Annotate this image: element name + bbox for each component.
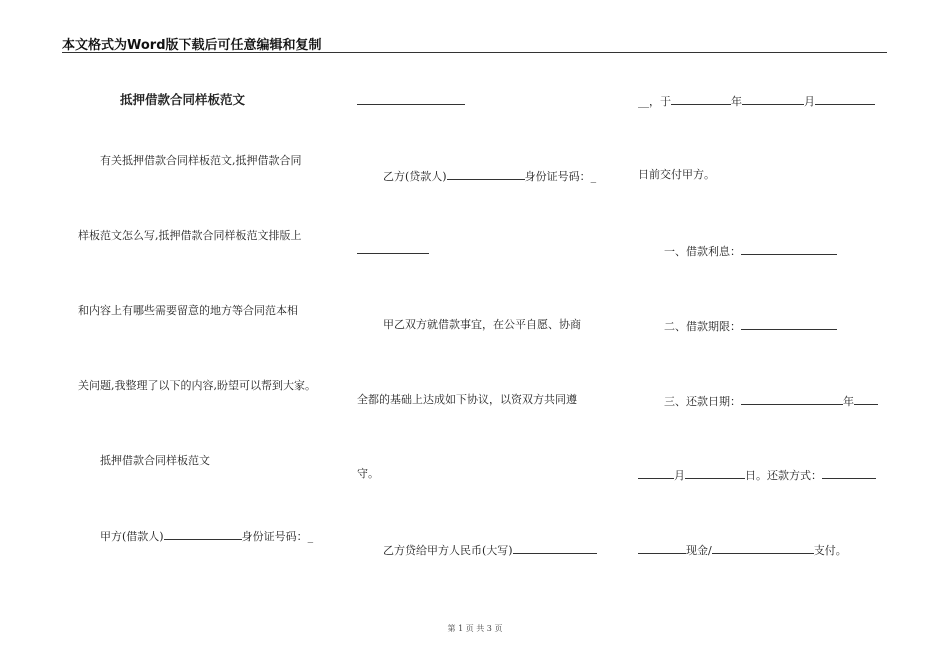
repay-month-label: 月 [674,469,685,482]
party-b-id-label: 身份证号码：_ [524,170,597,183]
payment-blank-2 [712,542,814,554]
party-b-name-blank [447,168,525,180]
repay-method-label: 日。还款方式： [745,469,822,482]
agreement-line-3: 守。 [357,467,379,480]
repay-year-blank [741,393,843,405]
intro-line-4: 关问题,我整理了以下的内容,盼望可以帮到大家。 [78,379,316,392]
year-blank [671,93,731,105]
page-footer: 第 1 页 共 3 页 [447,624,503,633]
day-blank [815,93,875,105]
date-prefix: __，于 [638,95,671,108]
loan-amount-blank [513,542,597,554]
repay-month-blank-start [854,393,878,405]
repay-month-blank [638,467,674,479]
interest-line [664,243,837,259]
intro-line-2: 样板范文怎么写,抵押借款合同样板范文排版上 [78,229,302,242]
party-b-label: 乙方(贷款人) [383,170,447,183]
intro-line-3: 和内容上有哪些需要留意的地方等合同范本相 [78,304,298,317]
party-a-label: 甲方(借款人) [100,530,164,543]
month-label: 月 [804,95,815,108]
agreement-line-1: 甲乙双方就借款事宜，在公平自愿、协商 [383,318,581,331]
contract-title: 抵押借款合同样板范文 [120,92,246,107]
delivery-deadline: 日前交付甲方。 [638,168,715,181]
loan-amount-line [383,542,597,558]
header-divider [62,52,887,53]
term-label: 二、借款期限： [664,320,741,333]
repay-date-label: 三、还款日期： [664,395,741,408]
interest-blank [741,243,837,255]
payment-blank-1 [638,542,686,554]
contract-subtitle: 抵押借款合同样板范文 [100,454,210,467]
term-blank [741,318,837,330]
term-line [664,318,837,334]
interest-label: 一、借款利息： [664,245,741,258]
document-header: 本文格式为Word版下载后可任意编辑和复制 [62,38,322,53]
repay-date-line [664,393,878,409]
pay-label: 支付。 [813,544,847,557]
repay-method-line [638,467,876,483]
repay-day-blank [685,467,745,479]
party-a-line [100,528,313,544]
repay-method-blank [822,467,876,479]
year-label: 年 [731,95,742,108]
cash-label: 现金/ [686,544,712,557]
month-blank [742,93,804,105]
payment-line [638,542,847,558]
party-a-continuation-blank [357,104,465,105]
delivery-date-line [638,93,875,109]
agreement-line-2: 全都的基础上达成如下协议，以资双方共同遵 [357,393,577,406]
repay-year-label: 年 [843,395,854,408]
party-b-id-continuation-blank [357,253,429,254]
intro-line-1: 有关抵押借款合同样板范文,抵押借款合同 [100,154,302,167]
party-b-line [383,168,596,184]
loan-amount-label: 乙方贷给甲方人民币(大写) [383,544,513,557]
party-a-name-blank [164,528,242,540]
party-a-id-label: 身份证号码：_ [241,530,314,543]
